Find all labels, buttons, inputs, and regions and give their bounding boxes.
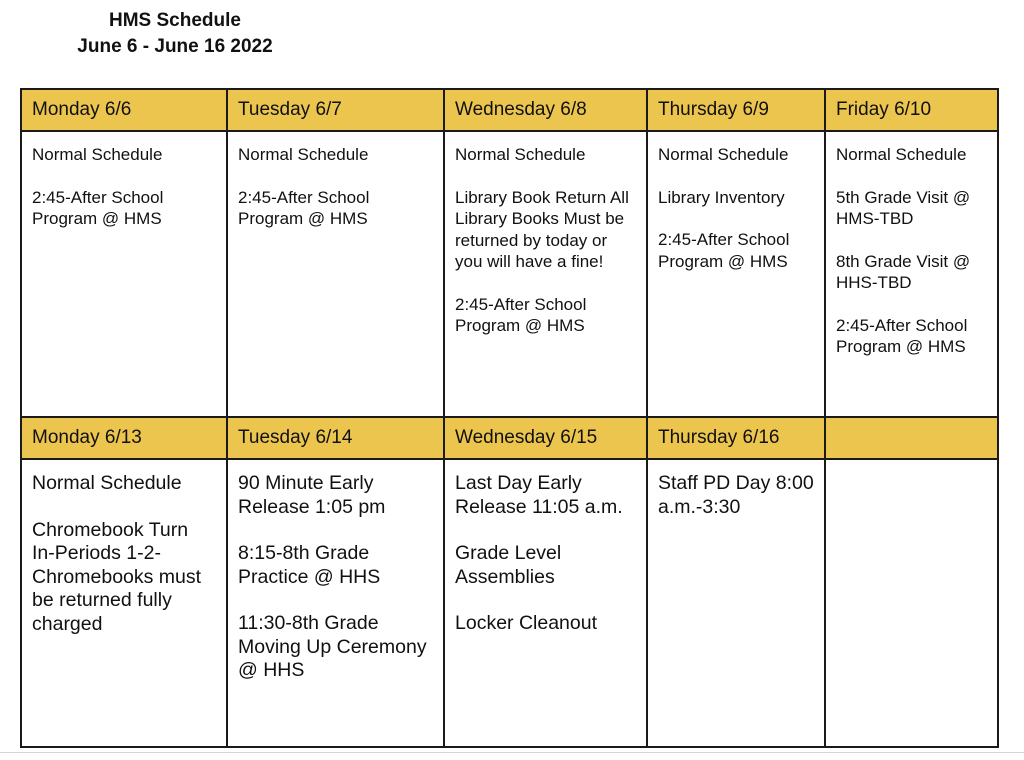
schedule-entry: 5th Grade Visit @ HMS-TBD <box>836 187 971 228</box>
schedule-entry: Normal Schedule <box>658 145 789 164</box>
week1-header-row <box>21 89 998 131</box>
day-header: Monday 6/13 <box>21 417 227 459</box>
schedule-entry: Normal Schedule <box>32 145 163 164</box>
schedule-entry: Staff PD Day 8:00 a.m.-3:30 <box>658 472 814 518</box>
schedule-entry: Library Inventory <box>658 187 785 207</box>
week2-header-row <box>21 417 998 459</box>
schedule-entry: Normal Schedule <box>32 472 182 494</box>
schedule-entry: Normal Schedule <box>238 145 369 164</box>
schedule-entry: 90 Minute Early Release 1:05 pm <box>238 472 386 518</box>
document-title-block <box>0 8 350 60</box>
day-cell <box>227 459 444 747</box>
schedule-entry: Normal Schedule <box>455 145 586 164</box>
schedule-date-range: June 6 - June 16 2022 <box>77 36 273 57</box>
day-cell <box>647 131 825 417</box>
schedule-title: HMS Schedule <box>109 10 241 31</box>
schedule-entry: 2:45-After School Program @ HMS <box>32 187 164 228</box>
schedule-entry: 11:30-8th Grade Moving Up Ceremony @ HHS <box>238 612 427 681</box>
schedule-entry: Last Day Early Release 11:05 a.m. <box>455 472 623 518</box>
day-cell <box>825 131 998 417</box>
schedule-entry: 2:45-After School Program @ HMS <box>658 230 790 271</box>
schedule-entry: Chromebook Turn In-Periods 1-2-Chromebooks must be returned fully charged <box>32 518 202 635</box>
schedule-table <box>20 88 999 748</box>
day-cell <box>647 459 825 747</box>
schedule-entry: 8th Grade Visit @ HHS-TBD <box>836 251 971 292</box>
day-cell <box>444 131 647 417</box>
schedule-entry: Grade Level Assemblies <box>455 542 562 588</box>
schedule-entry: Library Book Return All Library Books Must be returned by today or you will have a fine! <box>455 187 629 271</box>
day-header: Tuesday 6/7 <box>227 89 444 131</box>
schedule-entry: 8:15-8th Grade Practice @ HHS <box>238 542 381 588</box>
day-header: Friday 6/10 <box>825 89 998 131</box>
day-header: Thursday 6/9 <box>647 89 825 131</box>
schedule-entry: 2:45-After School Program @ HMS <box>455 294 587 335</box>
week2-body-row <box>21 459 998 747</box>
schedule-entry: 2:45-After School Program @ HMS <box>836 315 968 356</box>
day-header: Tuesday 6/14 <box>227 417 444 459</box>
page-bottom-divider <box>0 752 1024 753</box>
day-header: Wednesday 6/15 <box>444 417 647 459</box>
schedule-entry: Normal Schedule <box>836 145 967 164</box>
day-cell <box>21 131 227 417</box>
week1-body-row <box>21 131 998 417</box>
day-cell <box>444 459 647 747</box>
day-cell <box>227 131 444 417</box>
day-header-empty <box>825 417 998 459</box>
day-header: Monday 6/6 <box>21 89 227 131</box>
schedule-entry: 2:45-After School Program @ HMS <box>238 187 370 228</box>
day-cell-empty <box>825 459 998 747</box>
day-header: Thursday 6/16 <box>647 417 825 459</box>
day-cell <box>21 459 227 747</box>
schedule-entry: Locker Cleanout <box>455 612 598 634</box>
day-header: Wednesday 6/8 <box>444 89 647 131</box>
